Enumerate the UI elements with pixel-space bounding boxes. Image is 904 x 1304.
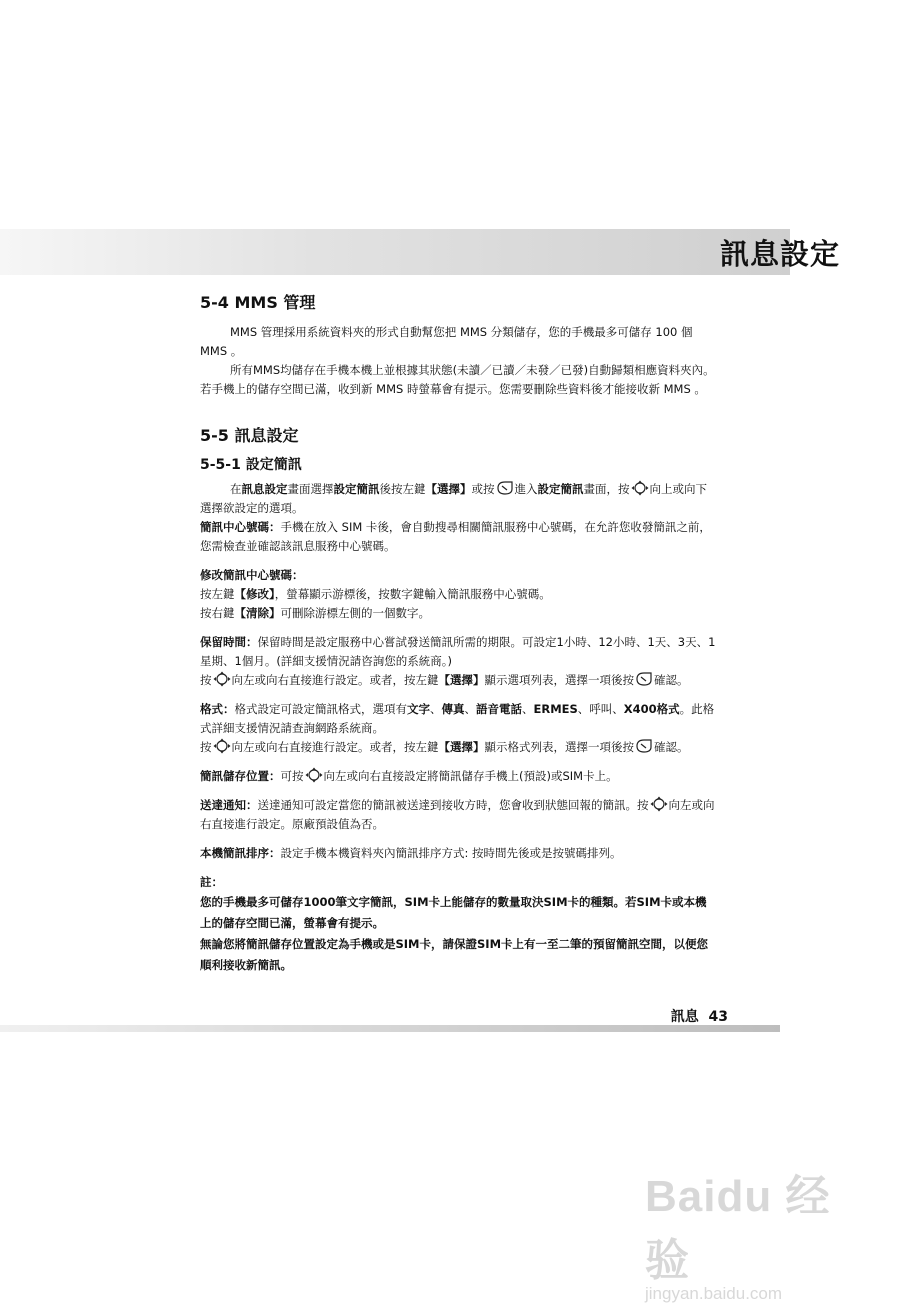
header-band <box>0 229 790 275</box>
nav-key-icon <box>631 480 649 496</box>
page-header-title: 訊息設定 <box>719 237 840 271</box>
baidu-watermark <box>645 1160 865 1303</box>
note-heading: 註： <box>200 875 223 889</box>
watermark-url: jingyan.baidu.com <box>645 1284 783 1303</box>
footer-band <box>0 1025 780 1032</box>
validity-period-instructions: 按 向左或向右直接進行設定。或者，按左鍵【選擇】顯示選項列表，選擇一項後按 確認。 <box>200 673 689 687</box>
modify-center-line-2: 按右鍵【清除】可刪除游標左側的一個數字。 <box>200 606 430 620</box>
footer-section-label: 訊息 <box>670 1009 699 1025</box>
section-5-4-title: 5-4 MMS 管理 <box>200 293 316 312</box>
nav-key-icon <box>213 738 231 754</box>
local-sms-sort: 本機簡訊排序：設定手機本機資料夾內簡訊排序方式: 按時間先後或是按號碼排列。 <box>200 846 622 860</box>
mms-paragraph-2: 所有MMS均儲存在手機本機上並根據其狀態(未讀／已讀／未發／已發)自動歸類相應資料夾內。若手機上的儲存空間已滿，收到新 MMS 時螢幕會有提示。您需要刪除些資料後才能接收新 MMS 。 <box>200 363 715 396</box>
nav-key-icon <box>213 671 231 687</box>
sms-settings-intro: 在訊息設定畫面選擇設定簡訊後按左鍵【選擇】或按 進入設定簡訊畫面，按 向上或向下選擇欲設定的選項。 <box>200 482 707 515</box>
sms-center-number: 簡訊中心號碼：手機在放入 SIM 卡後，會自動搜尋相關簡訊服務中心號碼，在允許您收發簡訊之前，您需檢查並確認該訊息服務中心號碼。 <box>200 520 711 553</box>
ok-key-icon <box>635 671 653 687</box>
section-5-5-title: 5-5 訊息設定 <box>200 426 299 445</box>
ok-key-icon <box>635 738 653 754</box>
watermark-logo: Baidu 经验 <box>645 1172 831 1285</box>
page-footer <box>671 1006 728 1026</box>
ok-key-icon <box>496 480 514 496</box>
message-format: 格式：格式設定可設定簡訊格式，選項有文字、傳真、語音電話、ERMES、呼叫、X400格式。此格式詳細支援情況請查詢網路系統商。 <box>200 702 715 735</box>
mms-paragraph-1: MMS 管理採用系統資料夾的形式自動幫您把 MMS 分類儲存，您的手機最多可儲存 100 個 MMS 。 <box>200 325 693 358</box>
note-1: 您的手機最多可儲存1000筆文字簡訊，SIM卡上能儲存的數量取決SIM卡的種類。若SIM卡或本機上的儲存空間已滿，螢幕會有提示。 <box>200 895 707 930</box>
message-format-instructions: 按 向左或向右直接進行設定。或者，按左鍵【選擇】顯示格式列表，選擇一項後按 確認。 <box>200 740 689 754</box>
nav-key-icon <box>650 796 668 812</box>
note-2: 無論您將簡訊儲存位置設定為手機或是SIM卡，請保證SIM卡上有一至二筆的預留簡訊空間，以便您順利接收新簡訊。 <box>200 937 709 972</box>
delivery-report: 送達通知：送達通知可設定當您的簡訊被送達到接收方時，您會收到狀態回報的簡訊。按 向左或向右直接進行設定。原廠預設值為否。 <box>200 798 715 831</box>
nav-key-icon <box>305 767 323 783</box>
main-content <box>200 290 716 976</box>
section-5-5-1-title: 5-5-1 設定簡訊 <box>200 457 302 473</box>
modify-center-line-1: 按左鍵【修改】，螢幕顯示游標後，按數字鍵輸入簡訊服務中心號碼。 <box>200 587 551 601</box>
sms-storage-location: 簡訊儲存位置：可按 向左或向右直接設定將簡訊儲存手機上(預設)或SIM卡上。 <box>200 769 618 783</box>
modify-center-label: 修改簡訊中心號碼： <box>200 568 304 582</box>
validity-period: 保留時間：保留時間是設定服務中心嘗試發送簡訊所需的期限。可設定1小時、12小時、1天、3天、1星期、1個月。(詳細支援情況請咨詢您的系統商。) <box>200 635 716 668</box>
page-number: 43 <box>708 1009 728 1025</box>
